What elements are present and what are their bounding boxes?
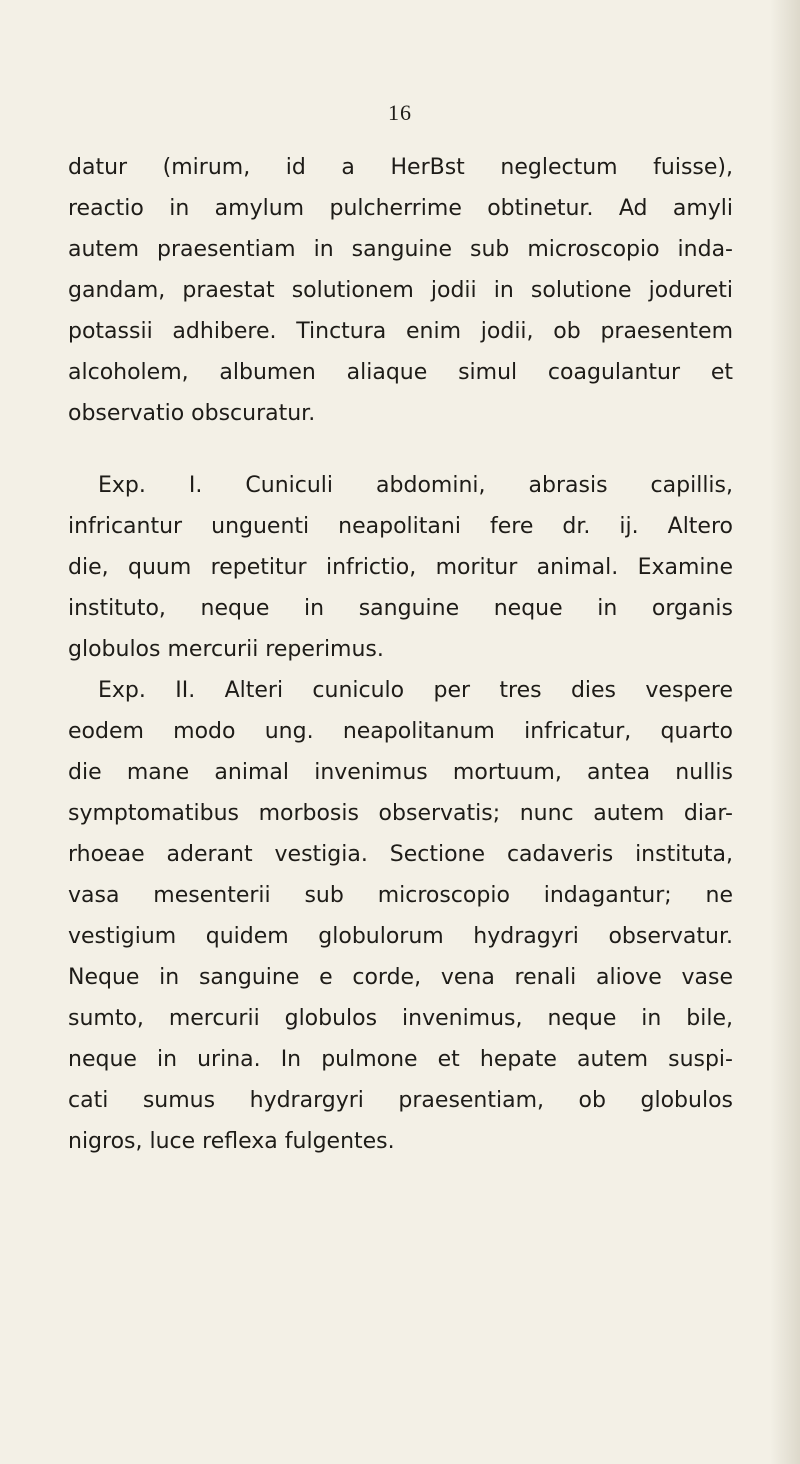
page-number: 16 [388, 100, 412, 125]
text-line: potassii adhibere. Tinctura enim jodii, ob praesentem [68, 319, 733, 344]
paragraph-gap [68, 434, 733, 465]
text-line: Exp. I. Cuniculi abdomini, abrasis capillis, [98, 473, 733, 498]
text-line: Exp. II. Alteri cuniculo per tres dies vespere [98, 678, 733, 703]
paragraph-2 [68, 465, 733, 670]
paragraph-3 [68, 670, 733, 1162]
text-line: alcoholem, albumen aliaque simul coagulantur et [68, 360, 733, 385]
body-text [68, 147, 733, 1162]
text-line: neque in urina. In pulmone et hepate autem suspi- [68, 1047, 733, 1072]
text-line: infricantur unguenti neapolitani fere dr. ij. Altero [68, 514, 733, 539]
text-line: observatio obscuratur. [68, 401, 316, 426]
text-line: autem praesentiam in sanguine sub microscopio inda- [68, 237, 733, 262]
text-line: cati sumus hydrargyri praesentiam, ob globulos [68, 1088, 733, 1113]
text-line: die mane animal invenimus mortuum, antea nullis [68, 760, 733, 785]
text-line: sumto, mercurii globulos invenimus, neque in bile, [68, 1006, 733, 1031]
text-line: vasa mesenterii sub microscopio indagantur; ne [68, 883, 733, 908]
text-line: globulos mercurii reperimus. [68, 637, 384, 662]
text-line: gandam, praestat solutionem jodii in solutione jodureti [68, 278, 733, 303]
text-line: nigros, luce reflexa fulgentes. [68, 1129, 395, 1154]
text-line: die, quum repetitur infrictio, moritur animal. Examine [68, 555, 733, 580]
text-line: rhoeae aderant vestigia. Sectione cadaveris instituta, [68, 842, 733, 867]
text-line: instituto, neque in sanguine neque in organis [68, 596, 733, 621]
text-line: reactio in amylum pulcherrime obtinetur. Ad amyli [68, 196, 733, 221]
text-line: datur (mirum, id a HerBst neglectum fuisse), [68, 155, 733, 180]
text-line: Neque in sanguine e corde, vena renali aliove vase [68, 965, 733, 990]
text-line: symptomatibus morbosis observatis; nunc autem diar- [68, 801, 733, 826]
text-line: vestigium quidem globulorum hydragyri observatur. [68, 924, 733, 949]
paragraph-1 [68, 147, 733, 434]
text-line: eodem modo ung. neapolitanum infricatur, quarto [68, 719, 733, 744]
